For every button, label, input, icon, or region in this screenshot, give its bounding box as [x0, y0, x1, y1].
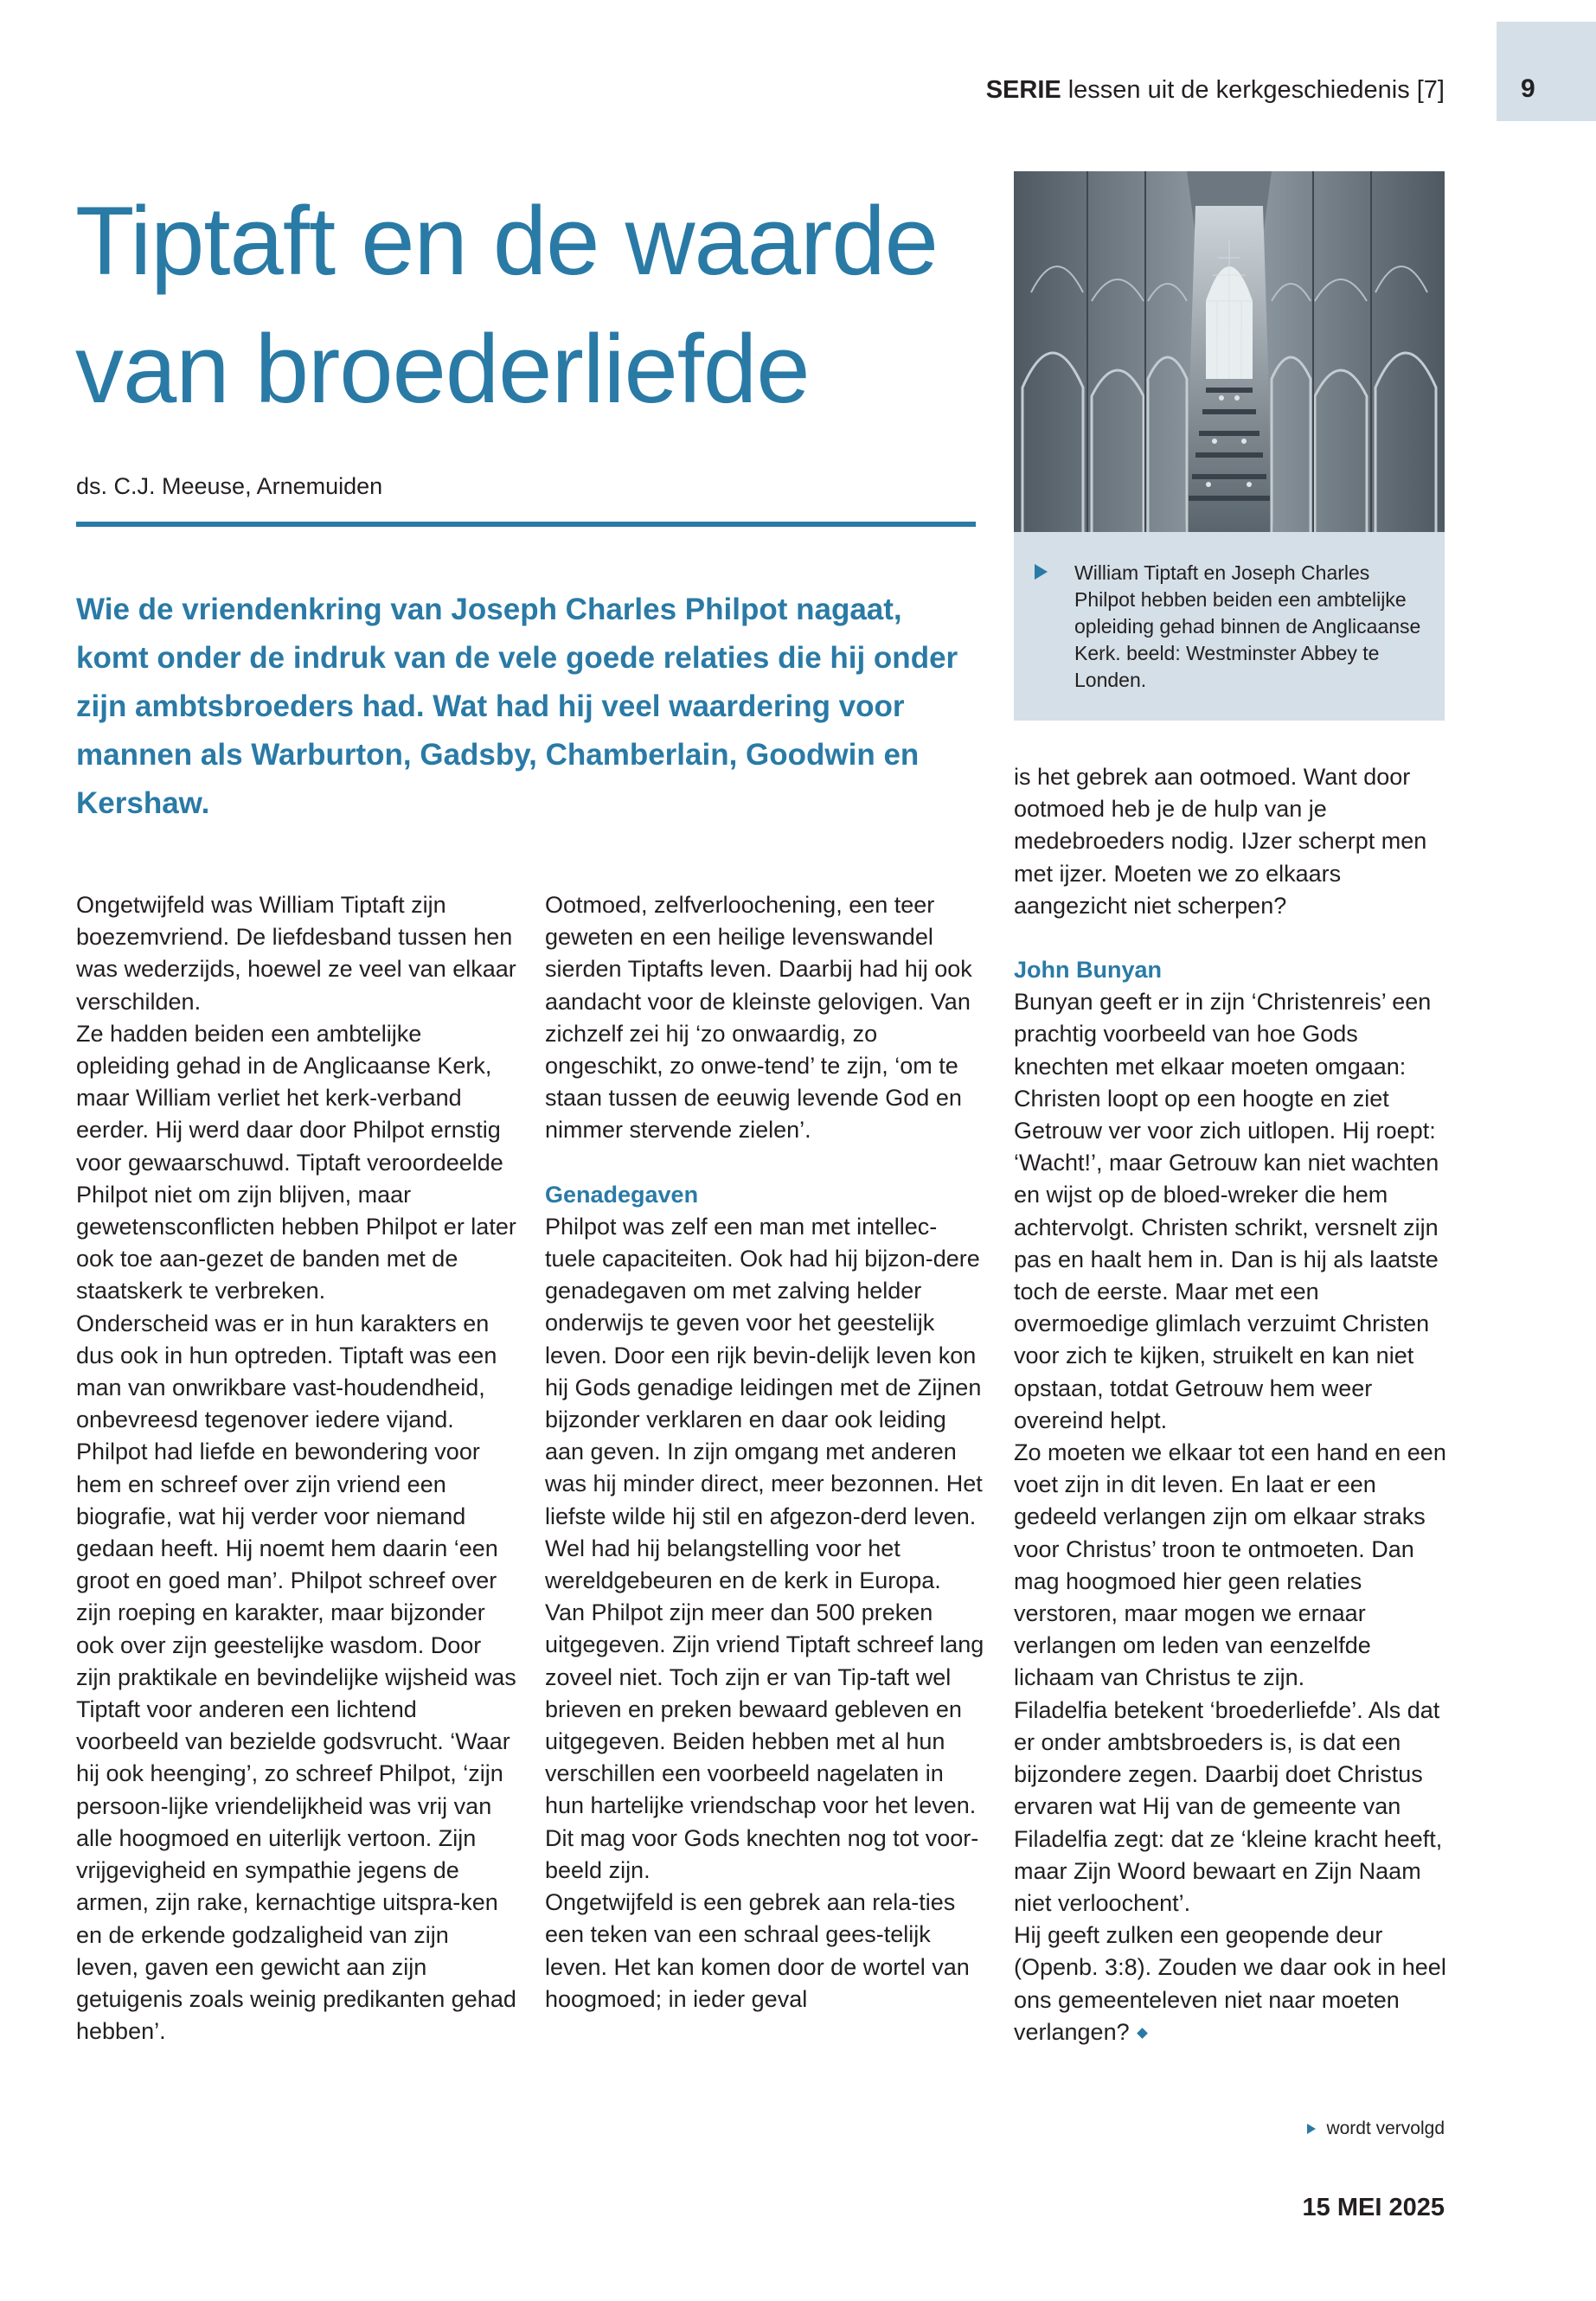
article-title [75, 177, 992, 433]
cathedral-photo [1014, 171, 1445, 532]
paragraph: Philpot was zelf een man met intellec-tuele capaciteiten. Ook had hij bijzon-dere genadegaven om met zalving helder onderwijs te geven voor het geestelijk leven. Door een rijk bevin-delijk leven kon hij Gods genadige leidingen met de Zijnen bijzonder verklaren en daar ook leiding aan geven. In zijn omgang met anderen was hij minder direct, meer bezonnen. Het liefste wilde hij stil en afgezon-derd leven. Wel had hij belangstelling voor het wereldgebeuren en de kerk in Europa. [545, 1213, 983, 1594]
photo-caption-box [1014, 532, 1445, 721]
body-column-3 [1014, 761, 1446, 2048]
paragraph: Bunyan geeft er in zijn ‘Christenreis’ een prachtig voorbeeld van hoe Gods knechten met elkaar moeten omgaan: Christen loopt op een hoogte en ziet Getrouw ver voor zich uitlopen. Hij roept: ‘Wacht!’, maar Getrouw kan niet wachten en wijst op de bloed-wreker die hem achtervolgt. Christen schrikt, versnelt zijn pas en haalt hem in. Dan is hij als laatste toch de eerste. Maar met een overmoedige glimlach verzuimt Christen voor zich te kijken, struikelt en kan niet opstaan, totdat Getrouw hem weer overeind helpt. [1014, 989, 1439, 1433]
subheading-john-bunyan: John Bunyan [1014, 957, 1163, 984]
author-byline: ds. C.J. Meeuse, Arnemuiden [76, 473, 383, 499]
continued-arrow-icon [1307, 2124, 1316, 2134]
continued-note [1307, 2118, 1445, 2139]
subheading-genadegaven: Genadegaven [545, 1181, 699, 1208]
title-line-2: van broederliefde [75, 315, 810, 423]
paragraph-final [1014, 1920, 1446, 2048]
paragraph: Ze hadden beiden een ambtelijke opleiding gehad in de Anglicaanse Kerk, maar William verliet het kerk-verband eerder. Hij werd daar door Philpot ernstig voor gewaarschuwd. Tiptaft veroordeelde Philpot niet om zijn blijven, maar gewetensconflicten hebben Philpot er later ook toe aan-gezet de banden met de staatskerk te verbreken. [76, 1020, 516, 1304]
paragraph: is het gebrek aan ootmoed. Want door ootmoed heb je de hulp van je medebroeders nodig. IJzer scherpt men met ijzer. Moeten we zo elkaars aangezicht niet scherpen? [1014, 764, 1427, 919]
paragraph-gap [545, 1147, 986, 1179]
paragraph: Zo moeten we elkaar tot een hand en een voet zijn in dit leven. En laat er een gedeeld verlangen zijn om elkaar straks voor Christus’ troon te ontmoeten. Dan mag hoogmoed hier geen relaties verstoren, maar mogen we ernaar verlangen om leden van eenzelfde lichaam van Christus te zijn. [1014, 1439, 1446, 1691]
end-diamond-icon [1137, 2028, 1148, 2039]
title-divider [76, 522, 976, 527]
page-number: 9 [1521, 74, 1535, 103]
caption-arrow-icon [1035, 564, 1048, 580]
paragraph: Van Philpot zijn meer dan 500 preken uitgegeven. Zijn vriend Tiptaft schreef lang zoveel niet. Toch zijn er van Tip-taft wel brieven en preken bewaard gebleven en uitgegeven. Beiden hebben met al hun verschillen een voorbeeld nagelaten in hun hartelijke vriendschap voor het leven. Dit mag voor Gods knechten nog tot voor-beeld zijn. [545, 1599, 984, 1883]
body-column-1 [76, 889, 517, 2048]
paragraph: Ootmoed, zelfverloochening, een teer geweten en een heilige levenswandel sierden Tiptafts leven. Daarbij had hij ook aandacht voor de kleinste gelovigen. Van zichzelf zei hij ‘zo onwaardig, zo ongeschikt, zo onwe-tend’ te zijn, ‘om te staan tussen de eeuwig levende God en nimmer stervende zielen’. [545, 892, 972, 1144]
paragraph: Ongetwijfeld is een gebrek aan rela-ties een teken van een schraal gees-telijk leven. Het kan komen door de wortel van hoogmoed; in ieder geval [545, 1889, 970, 2012]
body-column-2 [545, 889, 986, 2016]
series-label: SERIE [985, 76, 1061, 104]
paragraph-gap [1014, 922, 1446, 954]
final-text: Hij geeft zulken een geopende deur (Openb. 3:8). Zouden we daar ook in heel ons gemeenteleven niet naar moeten verlangen? [1014, 1922, 1446, 2045]
paragraph: Ongetwijfeld was William Tiptaft zijn boezemvriend. De liefdesband tussen hen was wederzijds, hoewel ze veel van elkaar verschilden. [76, 892, 516, 1015]
page-number-tab [1497, 22, 1596, 121]
photo-caption: William Tiptaft en Joseph Charles Philpot hebben beiden een ambtelijke opleiding gehad binnen de Anglicaanse Kerk. beeld: Westminster Abbey te Londen. [1074, 561, 1421, 691]
paragraph: Filadelfia betekent ‘broederliefde’. Als dat er onder ambtsbroeders is, is dat een bijzondere zegen. Daarbij doet Christus ervaren wat Hij van de gemeente van Filadelfia zegt: dat ze ‘kleine kracht heeft, maar Zijn Woord bewaart en Zijn Naam niet verloochent’. [1014, 1696, 1443, 1916]
intro-lead: Wie de vriendenkring van Joseph Charles Philpot nagaat, komt onder de indruk van de vele goede relaties die hij onder zijn ambtsbroeders had. Wat had hij veel waardering voor mannen als Warburton, Gadsby, Chamberlain, Goodwin en Kershaw. [76, 593, 958, 820]
continued-text: wordt vervolgd [1326, 2118, 1445, 2138]
series-title: lessen uit de kerkgeschiedenis [7] [1067, 76, 1445, 104]
title-line-1: Tiptaft en de waarde [75, 187, 938, 295]
paragraph: Onderscheid was er in hun karakters en dus ook in hun optreden. Tiptaft was een man van onwrikbare vast-houdendheid, onbevreesd tegenover iedere vijand. Philpot had liefde en bewondering voor hem en schreef over zijn vriend een biografie, wat hij verder voor niemand gedaan heeft. Hij noemt hem daarin ‘een groot en goed man’. Philpot schreef over zijn roeping en karakter, maar bijzonder ook over zijn geestelijke wasdom. Door zijn praktikale en bevindelijke wijsheid was Tiptaft voor anderen een lichtend voorbeeld van bezielde godsvrucht. ‘Waar hij ook heenging’, zo schreef Philpot, ‘zijn persoon-lijke vriendelijkheid was vrij van alle hoogmoed en uiterlijk vertoon. Zijn vrijgevigheid en sympathie jegens de armen, zijn rake, kernachtige uitspra-ken en de erkende godzaligheid van zijn leven, gaven een gewicht aan zijn getuigenis zoals weinig predikanten gehad hebben’. [76, 1310, 516, 2045]
running-header [986, 76, 1445, 105]
issue-date: 15 MEI 2025 [1302, 2194, 1445, 2221]
